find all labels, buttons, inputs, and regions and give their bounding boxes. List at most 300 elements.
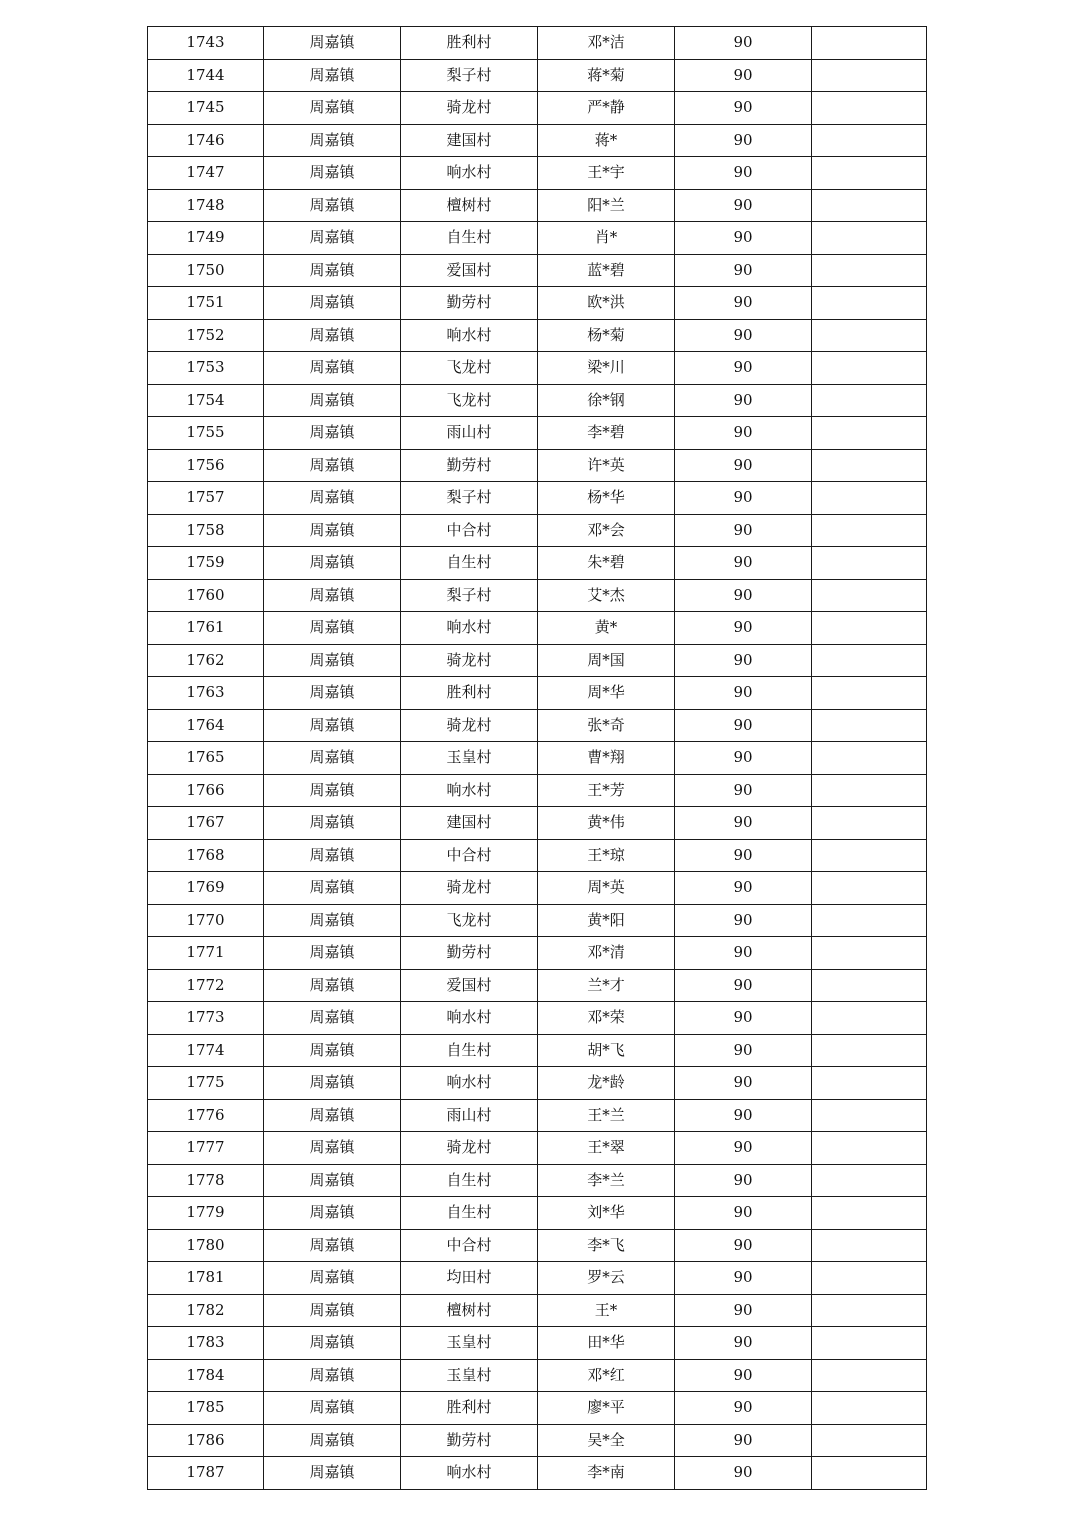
roster-table-body bbox=[148, 27, 927, 1490]
row-number-cell: 1760 bbox=[148, 579, 264, 612]
village-cell: 檀树村 bbox=[401, 189, 538, 222]
name-cell: 兰*才 bbox=[538, 969, 675, 1002]
village-cell: 中合村 bbox=[401, 839, 538, 872]
village-cell: 建国村 bbox=[401, 807, 538, 840]
note-cell bbox=[812, 644, 927, 677]
table-row bbox=[148, 1197, 927, 1230]
town-cell: 周嘉镇 bbox=[264, 1327, 401, 1360]
note-cell bbox=[812, 254, 927, 287]
town-cell: 周嘉镇 bbox=[264, 319, 401, 352]
note-cell bbox=[812, 1099, 927, 1132]
name-cell: 张*奇 bbox=[538, 709, 675, 742]
town-cell: 周嘉镇 bbox=[264, 449, 401, 482]
note-cell bbox=[812, 1034, 927, 1067]
table-row bbox=[148, 742, 927, 775]
town-cell: 周嘉镇 bbox=[264, 807, 401, 840]
row-number-cell: 1746 bbox=[148, 124, 264, 157]
amount-cell: 90 bbox=[675, 514, 812, 547]
note-cell bbox=[812, 1132, 927, 1165]
note-cell bbox=[812, 839, 927, 872]
row-number-cell: 1751 bbox=[148, 287, 264, 320]
town-cell: 周嘉镇 bbox=[264, 677, 401, 710]
note-cell bbox=[812, 1294, 927, 1327]
table-row bbox=[148, 157, 927, 190]
town-cell: 周嘉镇 bbox=[264, 1457, 401, 1490]
row-number-cell: 1779 bbox=[148, 1197, 264, 1230]
note-cell bbox=[812, 514, 927, 547]
row-number-cell: 1750 bbox=[148, 254, 264, 287]
table-row bbox=[148, 417, 927, 450]
town-cell: 周嘉镇 bbox=[264, 384, 401, 417]
name-cell: 王*琼 bbox=[538, 839, 675, 872]
name-cell: 邓*洁 bbox=[538, 27, 675, 60]
table-row bbox=[148, 319, 927, 352]
table-row bbox=[148, 1457, 927, 1490]
row-number-cell: 1782 bbox=[148, 1294, 264, 1327]
amount-cell: 90 bbox=[675, 27, 812, 60]
town-cell: 周嘉镇 bbox=[264, 774, 401, 807]
town-cell: 周嘉镇 bbox=[264, 1002, 401, 1035]
table-row bbox=[148, 709, 927, 742]
village-cell: 响水村 bbox=[401, 157, 538, 190]
table-row bbox=[148, 872, 927, 905]
name-cell: 邓*清 bbox=[538, 937, 675, 970]
name-cell: 胡*飞 bbox=[538, 1034, 675, 1067]
row-number-cell: 1765 bbox=[148, 742, 264, 775]
name-cell: 李*碧 bbox=[538, 417, 675, 450]
name-cell: 李*飞 bbox=[538, 1229, 675, 1262]
table-row bbox=[148, 807, 927, 840]
note-cell bbox=[812, 742, 927, 775]
note-cell bbox=[812, 904, 927, 937]
amount-cell: 90 bbox=[675, 352, 812, 385]
amount-cell: 90 bbox=[675, 189, 812, 222]
row-number-cell: 1769 bbox=[148, 872, 264, 905]
table-row bbox=[148, 1067, 927, 1100]
village-cell: 勤劳村 bbox=[401, 449, 538, 482]
village-cell: 玉皇村 bbox=[401, 1327, 538, 1360]
table-row bbox=[148, 612, 927, 645]
name-cell: 田*华 bbox=[538, 1327, 675, 1360]
amount-cell: 90 bbox=[675, 59, 812, 92]
row-number-cell: 1747 bbox=[148, 157, 264, 190]
row-number-cell: 1770 bbox=[148, 904, 264, 937]
name-cell: 肖* bbox=[538, 222, 675, 255]
row-number-cell: 1758 bbox=[148, 514, 264, 547]
amount-cell: 90 bbox=[675, 1392, 812, 1425]
table-row bbox=[148, 547, 927, 580]
town-cell: 周嘉镇 bbox=[264, 1034, 401, 1067]
table-row bbox=[148, 904, 927, 937]
town-cell: 周嘉镇 bbox=[264, 1262, 401, 1295]
village-cell: 响水村 bbox=[401, 1457, 538, 1490]
name-cell: 艾*杰 bbox=[538, 579, 675, 612]
village-cell: 勤劳村 bbox=[401, 937, 538, 970]
amount-cell: 90 bbox=[675, 254, 812, 287]
amount-cell: 90 bbox=[675, 579, 812, 612]
table-row bbox=[148, 482, 927, 515]
name-cell: 周*华 bbox=[538, 677, 675, 710]
town-cell: 周嘉镇 bbox=[264, 709, 401, 742]
table-row bbox=[148, 677, 927, 710]
name-cell: 王* bbox=[538, 1294, 675, 1327]
note-cell bbox=[812, 579, 927, 612]
town-cell: 周嘉镇 bbox=[264, 124, 401, 157]
name-cell: 吴*全 bbox=[538, 1424, 675, 1457]
note-cell bbox=[812, 969, 927, 1002]
row-number-cell: 1743 bbox=[148, 27, 264, 60]
village-cell: 胜利村 bbox=[401, 27, 538, 60]
name-cell: 李*兰 bbox=[538, 1164, 675, 1197]
amount-cell: 90 bbox=[675, 1034, 812, 1067]
name-cell: 杨*华 bbox=[538, 482, 675, 515]
table-row bbox=[148, 124, 927, 157]
name-cell: 王*宇 bbox=[538, 157, 675, 190]
village-cell: 自生村 bbox=[401, 222, 538, 255]
name-cell: 朱*碧 bbox=[538, 547, 675, 580]
town-cell: 周嘉镇 bbox=[264, 904, 401, 937]
name-cell: 杨*菊 bbox=[538, 319, 675, 352]
name-cell: 曹*翔 bbox=[538, 742, 675, 775]
note-cell bbox=[812, 1392, 927, 1425]
name-cell: 黄*伟 bbox=[538, 807, 675, 840]
note-cell bbox=[812, 1359, 927, 1392]
note-cell bbox=[812, 384, 927, 417]
name-cell: 欧*洪 bbox=[538, 287, 675, 320]
row-number-cell: 1762 bbox=[148, 644, 264, 677]
town-cell: 周嘉镇 bbox=[264, 1359, 401, 1392]
amount-cell: 90 bbox=[675, 1262, 812, 1295]
row-number-cell: 1771 bbox=[148, 937, 264, 970]
name-cell: 黄* bbox=[538, 612, 675, 645]
note-cell bbox=[812, 677, 927, 710]
town-cell: 周嘉镇 bbox=[264, 1424, 401, 1457]
name-cell: 王*芳 bbox=[538, 774, 675, 807]
village-cell: 自生村 bbox=[401, 1164, 538, 1197]
amount-cell: 90 bbox=[675, 449, 812, 482]
amount-cell: 90 bbox=[675, 482, 812, 515]
town-cell: 周嘉镇 bbox=[264, 514, 401, 547]
town-cell: 周嘉镇 bbox=[264, 644, 401, 677]
note-cell bbox=[812, 352, 927, 385]
table-row bbox=[148, 839, 927, 872]
row-number-cell: 1777 bbox=[148, 1132, 264, 1165]
name-cell: 刘*华 bbox=[538, 1197, 675, 1230]
row-number-cell: 1773 bbox=[148, 1002, 264, 1035]
village-cell: 骑龙村 bbox=[401, 872, 538, 905]
amount-cell: 90 bbox=[675, 1424, 812, 1457]
village-cell: 骑龙村 bbox=[401, 644, 538, 677]
town-cell: 周嘉镇 bbox=[264, 1067, 401, 1100]
amount-cell: 90 bbox=[675, 417, 812, 450]
town-cell: 周嘉镇 bbox=[264, 1099, 401, 1132]
town-cell: 周嘉镇 bbox=[264, 872, 401, 905]
table-row bbox=[148, 1359, 927, 1392]
town-cell: 周嘉镇 bbox=[264, 92, 401, 125]
amount-cell: 90 bbox=[675, 1229, 812, 1262]
row-number-cell: 1763 bbox=[148, 677, 264, 710]
row-number-cell: 1784 bbox=[148, 1359, 264, 1392]
note-cell bbox=[812, 547, 927, 580]
table-row bbox=[148, 1164, 927, 1197]
row-number-cell: 1754 bbox=[148, 384, 264, 417]
village-cell: 骑龙村 bbox=[401, 92, 538, 125]
note-cell bbox=[812, 287, 927, 320]
town-cell: 周嘉镇 bbox=[264, 189, 401, 222]
row-number-cell: 1776 bbox=[148, 1099, 264, 1132]
row-number-cell: 1759 bbox=[148, 547, 264, 580]
row-number-cell: 1768 bbox=[148, 839, 264, 872]
note-cell bbox=[812, 189, 927, 222]
town-cell: 周嘉镇 bbox=[264, 222, 401, 255]
amount-cell: 90 bbox=[675, 709, 812, 742]
town-cell: 周嘉镇 bbox=[264, 59, 401, 92]
note-cell bbox=[812, 1424, 927, 1457]
village-cell: 梨子村 bbox=[401, 482, 538, 515]
village-cell: 均田村 bbox=[401, 1262, 538, 1295]
table-row bbox=[148, 59, 927, 92]
village-cell: 玉皇村 bbox=[401, 1359, 538, 1392]
name-cell: 王*兰 bbox=[538, 1099, 675, 1132]
row-number-cell: 1755 bbox=[148, 417, 264, 450]
village-cell: 雨山村 bbox=[401, 417, 538, 450]
village-cell: 飞龙村 bbox=[401, 384, 538, 417]
amount-cell: 90 bbox=[675, 287, 812, 320]
amount-cell: 90 bbox=[675, 319, 812, 352]
row-number-cell: 1775 bbox=[148, 1067, 264, 1100]
village-cell: 雨山村 bbox=[401, 1099, 538, 1132]
row-number-cell: 1753 bbox=[148, 352, 264, 385]
note-cell bbox=[812, 59, 927, 92]
amount-cell: 90 bbox=[675, 1457, 812, 1490]
table-row bbox=[148, 287, 927, 320]
amount-cell: 90 bbox=[675, 677, 812, 710]
town-cell: 周嘉镇 bbox=[264, 969, 401, 1002]
row-number-cell: 1757 bbox=[148, 482, 264, 515]
row-number-cell: 1774 bbox=[148, 1034, 264, 1067]
town-cell: 周嘉镇 bbox=[264, 1164, 401, 1197]
row-number-cell: 1781 bbox=[148, 1262, 264, 1295]
town-cell: 周嘉镇 bbox=[264, 287, 401, 320]
amount-cell: 90 bbox=[675, 92, 812, 125]
row-number-cell: 1745 bbox=[148, 92, 264, 125]
amount-cell: 90 bbox=[675, 1359, 812, 1392]
note-cell bbox=[812, 482, 927, 515]
name-cell: 龙*龄 bbox=[538, 1067, 675, 1100]
name-cell: 梁*川 bbox=[538, 352, 675, 385]
name-cell: 廖*平 bbox=[538, 1392, 675, 1425]
name-cell: 王*翠 bbox=[538, 1132, 675, 1165]
table-row bbox=[148, 449, 927, 482]
note-cell bbox=[812, 872, 927, 905]
village-cell: 自生村 bbox=[401, 1197, 538, 1230]
table-row bbox=[148, 1294, 927, 1327]
row-number-cell: 1749 bbox=[148, 222, 264, 255]
note-cell bbox=[812, 124, 927, 157]
amount-cell: 90 bbox=[675, 1067, 812, 1100]
village-cell: 梨子村 bbox=[401, 59, 538, 92]
table-row bbox=[148, 1034, 927, 1067]
village-cell: 骑龙村 bbox=[401, 709, 538, 742]
note-cell bbox=[812, 1067, 927, 1100]
village-cell: 爱国村 bbox=[401, 254, 538, 287]
table-row bbox=[148, 1132, 927, 1165]
amount-cell: 90 bbox=[675, 1294, 812, 1327]
town-cell: 周嘉镇 bbox=[264, 417, 401, 450]
town-cell: 周嘉镇 bbox=[264, 482, 401, 515]
village-cell: 檀树村 bbox=[401, 1294, 538, 1327]
note-cell bbox=[812, 319, 927, 352]
town-cell: 周嘉镇 bbox=[264, 27, 401, 60]
note-cell bbox=[812, 1164, 927, 1197]
table-row bbox=[148, 222, 927, 255]
village-cell: 响水村 bbox=[401, 774, 538, 807]
name-cell: 蒋*菊 bbox=[538, 59, 675, 92]
town-cell: 周嘉镇 bbox=[264, 579, 401, 612]
town-cell: 周嘉镇 bbox=[264, 1229, 401, 1262]
row-number-cell: 1786 bbox=[148, 1424, 264, 1457]
name-cell: 蓝*碧 bbox=[538, 254, 675, 287]
amount-cell: 90 bbox=[675, 1099, 812, 1132]
village-cell: 响水村 bbox=[401, 1067, 538, 1100]
town-cell: 周嘉镇 bbox=[264, 839, 401, 872]
row-number-cell: 1744 bbox=[148, 59, 264, 92]
name-cell: 蒋* bbox=[538, 124, 675, 157]
roster-table bbox=[147, 26, 927, 1490]
town-cell: 周嘉镇 bbox=[264, 1132, 401, 1165]
note-cell bbox=[812, 27, 927, 60]
table-row bbox=[148, 1392, 927, 1425]
table-row bbox=[148, 189, 927, 222]
table-row bbox=[148, 644, 927, 677]
amount-cell: 90 bbox=[675, 969, 812, 1002]
row-number-cell: 1761 bbox=[148, 612, 264, 645]
name-cell: 罗*云 bbox=[538, 1262, 675, 1295]
village-cell: 梨子村 bbox=[401, 579, 538, 612]
village-cell: 勤劳村 bbox=[401, 287, 538, 320]
note-cell bbox=[812, 807, 927, 840]
amount-cell: 90 bbox=[675, 807, 812, 840]
amount-cell: 90 bbox=[675, 124, 812, 157]
amount-cell: 90 bbox=[675, 1327, 812, 1360]
village-cell: 自生村 bbox=[401, 547, 538, 580]
table-row bbox=[148, 1327, 927, 1360]
name-cell: 周*国 bbox=[538, 644, 675, 677]
village-cell: 响水村 bbox=[401, 612, 538, 645]
table-row bbox=[148, 352, 927, 385]
table-row bbox=[148, 1262, 927, 1295]
town-cell: 周嘉镇 bbox=[264, 1197, 401, 1230]
table-row bbox=[148, 254, 927, 287]
row-number-cell: 1752 bbox=[148, 319, 264, 352]
name-cell: 许*英 bbox=[538, 449, 675, 482]
table-row bbox=[148, 1424, 927, 1457]
note-cell bbox=[812, 1457, 927, 1490]
name-cell: 邓*荣 bbox=[538, 1002, 675, 1035]
amount-cell: 90 bbox=[675, 1002, 812, 1035]
amount-cell: 90 bbox=[675, 612, 812, 645]
table-row bbox=[148, 384, 927, 417]
town-cell: 周嘉镇 bbox=[264, 1294, 401, 1327]
row-number-cell: 1766 bbox=[148, 774, 264, 807]
village-cell: 飞龙村 bbox=[401, 904, 538, 937]
amount-cell: 90 bbox=[675, 1132, 812, 1165]
village-cell: 玉皇村 bbox=[401, 742, 538, 775]
note-cell bbox=[812, 157, 927, 190]
table-row bbox=[148, 1099, 927, 1132]
table-row bbox=[148, 579, 927, 612]
village-cell: 中合村 bbox=[401, 514, 538, 547]
name-cell: 阳*兰 bbox=[538, 189, 675, 222]
row-number-cell: 1785 bbox=[148, 1392, 264, 1425]
town-cell: 周嘉镇 bbox=[264, 157, 401, 190]
name-cell: 黄*阳 bbox=[538, 904, 675, 937]
row-number-cell: 1783 bbox=[148, 1327, 264, 1360]
amount-cell: 90 bbox=[675, 742, 812, 775]
name-cell: 严*静 bbox=[538, 92, 675, 125]
note-cell bbox=[812, 1197, 927, 1230]
row-number-cell: 1772 bbox=[148, 969, 264, 1002]
name-cell: 周*英 bbox=[538, 872, 675, 905]
town-cell: 周嘉镇 bbox=[264, 937, 401, 970]
amount-cell: 90 bbox=[675, 839, 812, 872]
town-cell: 周嘉镇 bbox=[264, 254, 401, 287]
town-cell: 周嘉镇 bbox=[264, 547, 401, 580]
note-cell bbox=[812, 709, 927, 742]
row-number-cell: 1780 bbox=[148, 1229, 264, 1262]
name-cell: 邓*会 bbox=[538, 514, 675, 547]
amount-cell: 90 bbox=[675, 157, 812, 190]
village-cell: 响水村 bbox=[401, 319, 538, 352]
name-cell: 徐*钢 bbox=[538, 384, 675, 417]
town-cell: 周嘉镇 bbox=[264, 612, 401, 645]
amount-cell: 90 bbox=[675, 384, 812, 417]
amount-cell: 90 bbox=[675, 644, 812, 677]
village-cell: 响水村 bbox=[401, 1002, 538, 1035]
village-cell: 建国村 bbox=[401, 124, 538, 157]
table-row bbox=[148, 937, 927, 970]
table-row bbox=[148, 1229, 927, 1262]
name-cell: 李*南 bbox=[538, 1457, 675, 1490]
row-number-cell: 1756 bbox=[148, 449, 264, 482]
village-cell: 自生村 bbox=[401, 1034, 538, 1067]
amount-cell: 90 bbox=[675, 774, 812, 807]
village-cell: 飞龙村 bbox=[401, 352, 538, 385]
row-number-cell: 1778 bbox=[148, 1164, 264, 1197]
note-cell bbox=[812, 1262, 927, 1295]
table-row bbox=[148, 514, 927, 547]
note-cell bbox=[812, 774, 927, 807]
amount-cell: 90 bbox=[675, 937, 812, 970]
village-cell: 胜利村 bbox=[401, 1392, 538, 1425]
row-number-cell: 1764 bbox=[148, 709, 264, 742]
table-row bbox=[148, 969, 927, 1002]
note-cell bbox=[812, 92, 927, 125]
town-cell: 周嘉镇 bbox=[264, 742, 401, 775]
village-cell: 爱国村 bbox=[401, 969, 538, 1002]
note-cell bbox=[812, 1002, 927, 1035]
note-cell bbox=[812, 449, 927, 482]
row-number-cell: 1748 bbox=[148, 189, 264, 222]
amount-cell: 90 bbox=[675, 222, 812, 255]
name-cell: 邓*红 bbox=[538, 1359, 675, 1392]
note-cell bbox=[812, 612, 927, 645]
town-cell: 周嘉镇 bbox=[264, 1392, 401, 1425]
note-cell bbox=[812, 937, 927, 970]
amount-cell: 90 bbox=[675, 904, 812, 937]
village-cell: 中合村 bbox=[401, 1229, 538, 1262]
table-row bbox=[148, 774, 927, 807]
